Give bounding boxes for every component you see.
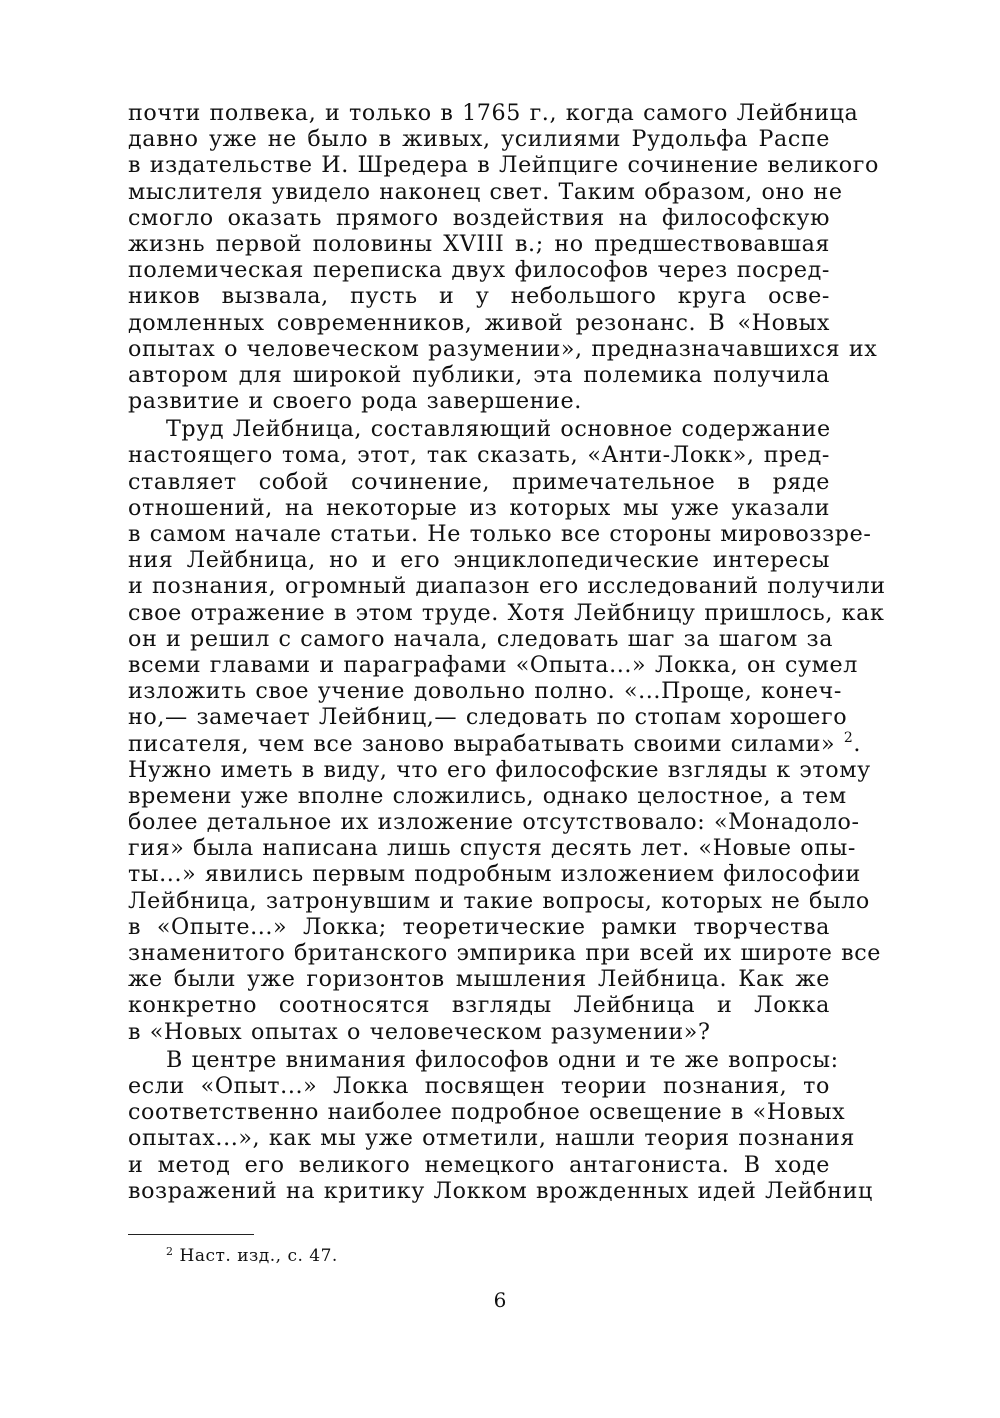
text-line: соответственно наиболее подробное освещение в «Новых	[128, 1099, 846, 1126]
text-line: гия» была написана лишь спустя десять лет. «Новые опы-	[128, 835, 856, 862]
paragraph-1	[128, 100, 879, 415]
text-line: в «Опыте...» Локка; теоретические рамки творчества	[128, 913, 830, 940]
text-line: Лейбница, затронувшим и такие вопросы, которых не было	[128, 887, 870, 914]
footnote-separator	[128, 1234, 254, 1235]
text-line: возражений на критику Локком врожденных идей Лейбниц	[128, 1177, 873, 1204]
text-line: ты...» явились первым подробным изложением философии	[128, 861, 861, 888]
paragraph-3	[128, 1046, 873, 1204]
text-line: Труд Лейбница, составляющий основное содержание	[166, 416, 831, 443]
footnote-text: Наст. изд., с. 47.	[179, 1246, 338, 1266]
text-line: мыслителя увидело наконец свет. Таким образом, оно не	[128, 178, 843, 205]
main-text	[128, 100, 886, 1204]
text-line: если «Опыт...» Локка посвящен теории познания, то	[128, 1072, 830, 1099]
text-line: более детальное их изложение отсутствовало: «Монадоло-	[128, 809, 860, 836]
text-line: времени уже вполне сложились, однако целостное, а тем	[128, 782, 847, 809]
text-line: отношений, на некоторые из которых мы уже указали	[128, 494, 830, 521]
footnote-reference[interactable]: 2	[843, 729, 854, 746]
text-line: изложить свое учение довольно полно. «...Проще, конеч-	[128, 678, 842, 705]
text-line: автором для широкой публики, эта полемика получила	[128, 361, 830, 388]
text-line: же были уже горизонтов мышления Лейбница. Как же	[128, 966, 830, 993]
text-line-with-footnote: писателя, чем все заново вырабатывать своими силами» $^2$.	[128, 729, 861, 757]
text-line: ников вызвала, пусть и у небольшого круга осве-	[128, 283, 830, 310]
text-line: домленных современников, живой резонанс. В «Новых	[128, 309, 830, 336]
text-line: и метод его великого немецкого антагониста. В ходе	[128, 1151, 830, 1178]
text-line: опытах...», как мы уже отметили, нашли теория познания	[128, 1125, 855, 1152]
text-line: но,— замечает Лейбниц,— следовать по стопам хорошего	[128, 704, 848, 731]
text-line: Нужно иметь в виду, что его философские взгляды к этому	[128, 756, 871, 783]
text-line: он и решил с самого начала, следовать шаг за шагом за	[128, 625, 834, 652]
page-number: 6	[493, 1288, 507, 1312]
text-line: развитие и своего рода завершение.	[128, 388, 582, 415]
text-line: всеми главами и параграфами «Опыта...» Локка, он сумел	[128, 651, 858, 678]
text-line: конкретно соотносятся взгляды Лейбница и Локка	[128, 992, 830, 1019]
text-line: давно уже не было в живых, усилиями Рудольфа Распе	[128, 126, 830, 153]
text-line: знаменитого британского эмпирика при всей их широте все	[128, 940, 882, 966]
text-line: в «Новых опытах о человеческом разумении»?	[128, 1018, 711, 1045]
footnote-marker: 2	[166, 1245, 174, 1258]
text-line: и познания, огромный диапазон его исследований получили	[128, 573, 886, 600]
text-line: жизнь первой половины XVIII в.; но предшествовавшая	[128, 230, 830, 257]
text-line: ния Лейбница, но и его энциклопедические интересы	[128, 547, 830, 574]
text-line: в самом начале статьи. Не только все стороны мировоззре-	[128, 521, 872, 547]
text-line: почти полвека, и только в 1765 г., когда самого Лейбница	[128, 100, 859, 126]
text-line: писателя, чем все заново вырабатывать своими силами»	[128, 730, 836, 757]
text-line: ставляет собой сочинение, примечательное в ряде	[128, 468, 830, 495]
text-line: опытах о человеческом разумении», предназначавшихся их	[128, 335, 878, 362]
text-line: полемическая переписка двух философов через посред-	[128, 257, 830, 284]
text-line: в издательстве И. Шредера в Лейпциге сочинение великого	[128, 152, 879, 179]
footnote	[166, 1246, 338, 1266]
text-line: смогло оказать прямого воздействия на философскую	[128, 204, 830, 231]
paragraph-2	[128, 416, 886, 1045]
text-line: свое отражение в этом труде. Хотя Лейбницу пришлось, как	[128, 599, 885, 626]
text-line: В центре внимания философов одни и те же вопросы:	[166, 1046, 839, 1073]
text-line: настоящего тома, этот, так сказать, «Анти-Локк», пред-	[128, 442, 830, 469]
